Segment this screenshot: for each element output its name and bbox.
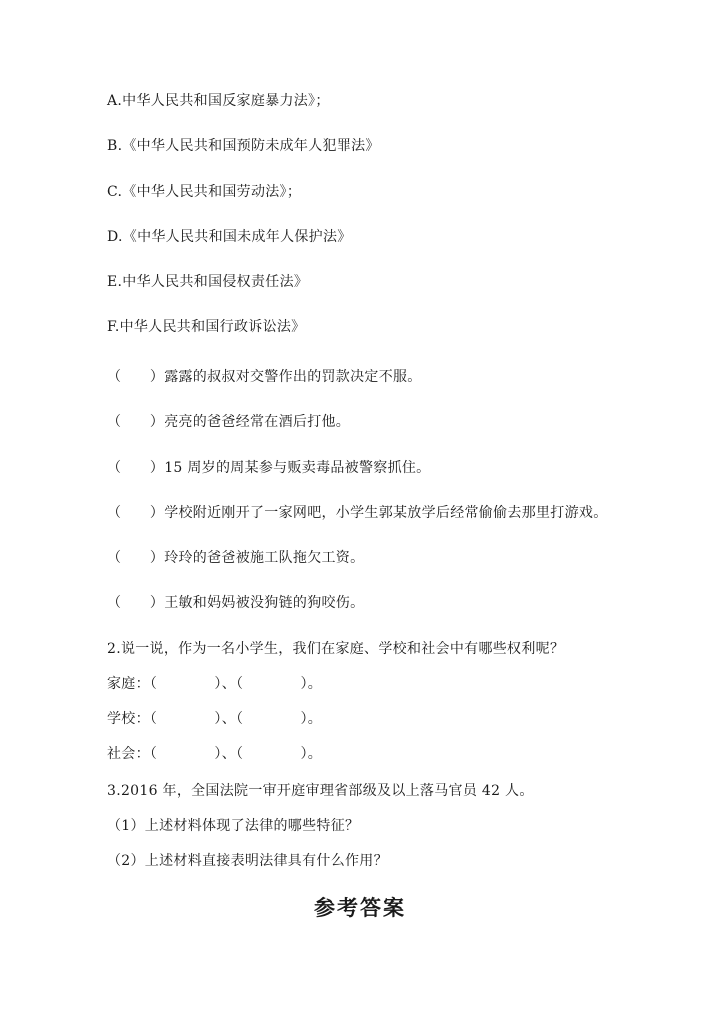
blank-item-2: （ ）亮亮的爸爸经常在酒后打他。: [107, 414, 351, 430]
blank-item-1: （ ）露露的叔叔对交警作出的罚款决定不服。: [107, 369, 422, 385]
blank-item-3: （ ）15 周岁的周某参与贩卖毒品被警察抓住。: [107, 460, 431, 476]
question-2-prompt: 2.说一说，作为一名小学生，我们在家庭、学校和社会中有哪些权利呢？: [107, 641, 565, 657]
question-3-sub-1: （1）上述材料体现了法律的哪些特征？: [107, 818, 360, 834]
option-a: A.中华人民共和国反家庭暴力法》；: [107, 93, 330, 109]
blank-item-6: （ ）王敏和妈妈被没狗链的狗咬伤。: [107, 595, 365, 611]
question-2-school-row: 学校：（ ）、（ ）。: [107, 711, 323, 727]
option-d: D.《中华人民共和国未成年人保护法》: [107, 229, 352, 245]
answer-key-title: 参考答案: [314, 895, 406, 920]
option-b: B.《中华人民共和国预防未成年人犯罪法》: [107, 138, 380, 154]
blank-item-5: （ ）玲玲的爸爸被施工队拖欠工资。: [107, 550, 365, 566]
option-c: C.《中华人民共和国劳动法》；: [107, 184, 302, 200]
question-2-family-row: 家庭：（ ）、（ ）。: [107, 676, 323, 692]
blank-item-4: （ ）学校附近刚开了一家网吧，小学生郭某放学后经常偷偷去那里打游戏。: [107, 505, 608, 521]
question-3-prompt: 3.2016 年，全国法院一审开庭审理省部级及以上落马官员 42 人。: [107, 783, 534, 799]
question-2-society-row: 社会：（ ）、（ ）。: [107, 746, 323, 762]
option-e: E.中华人民共和国侵权责任法》: [107, 274, 309, 290]
question-3-sub-2: （2）上述材料直接表明法律具有什么作用？: [107, 853, 388, 869]
option-f: F.中华人民共和国行政诉讼法》: [107, 319, 306, 335]
